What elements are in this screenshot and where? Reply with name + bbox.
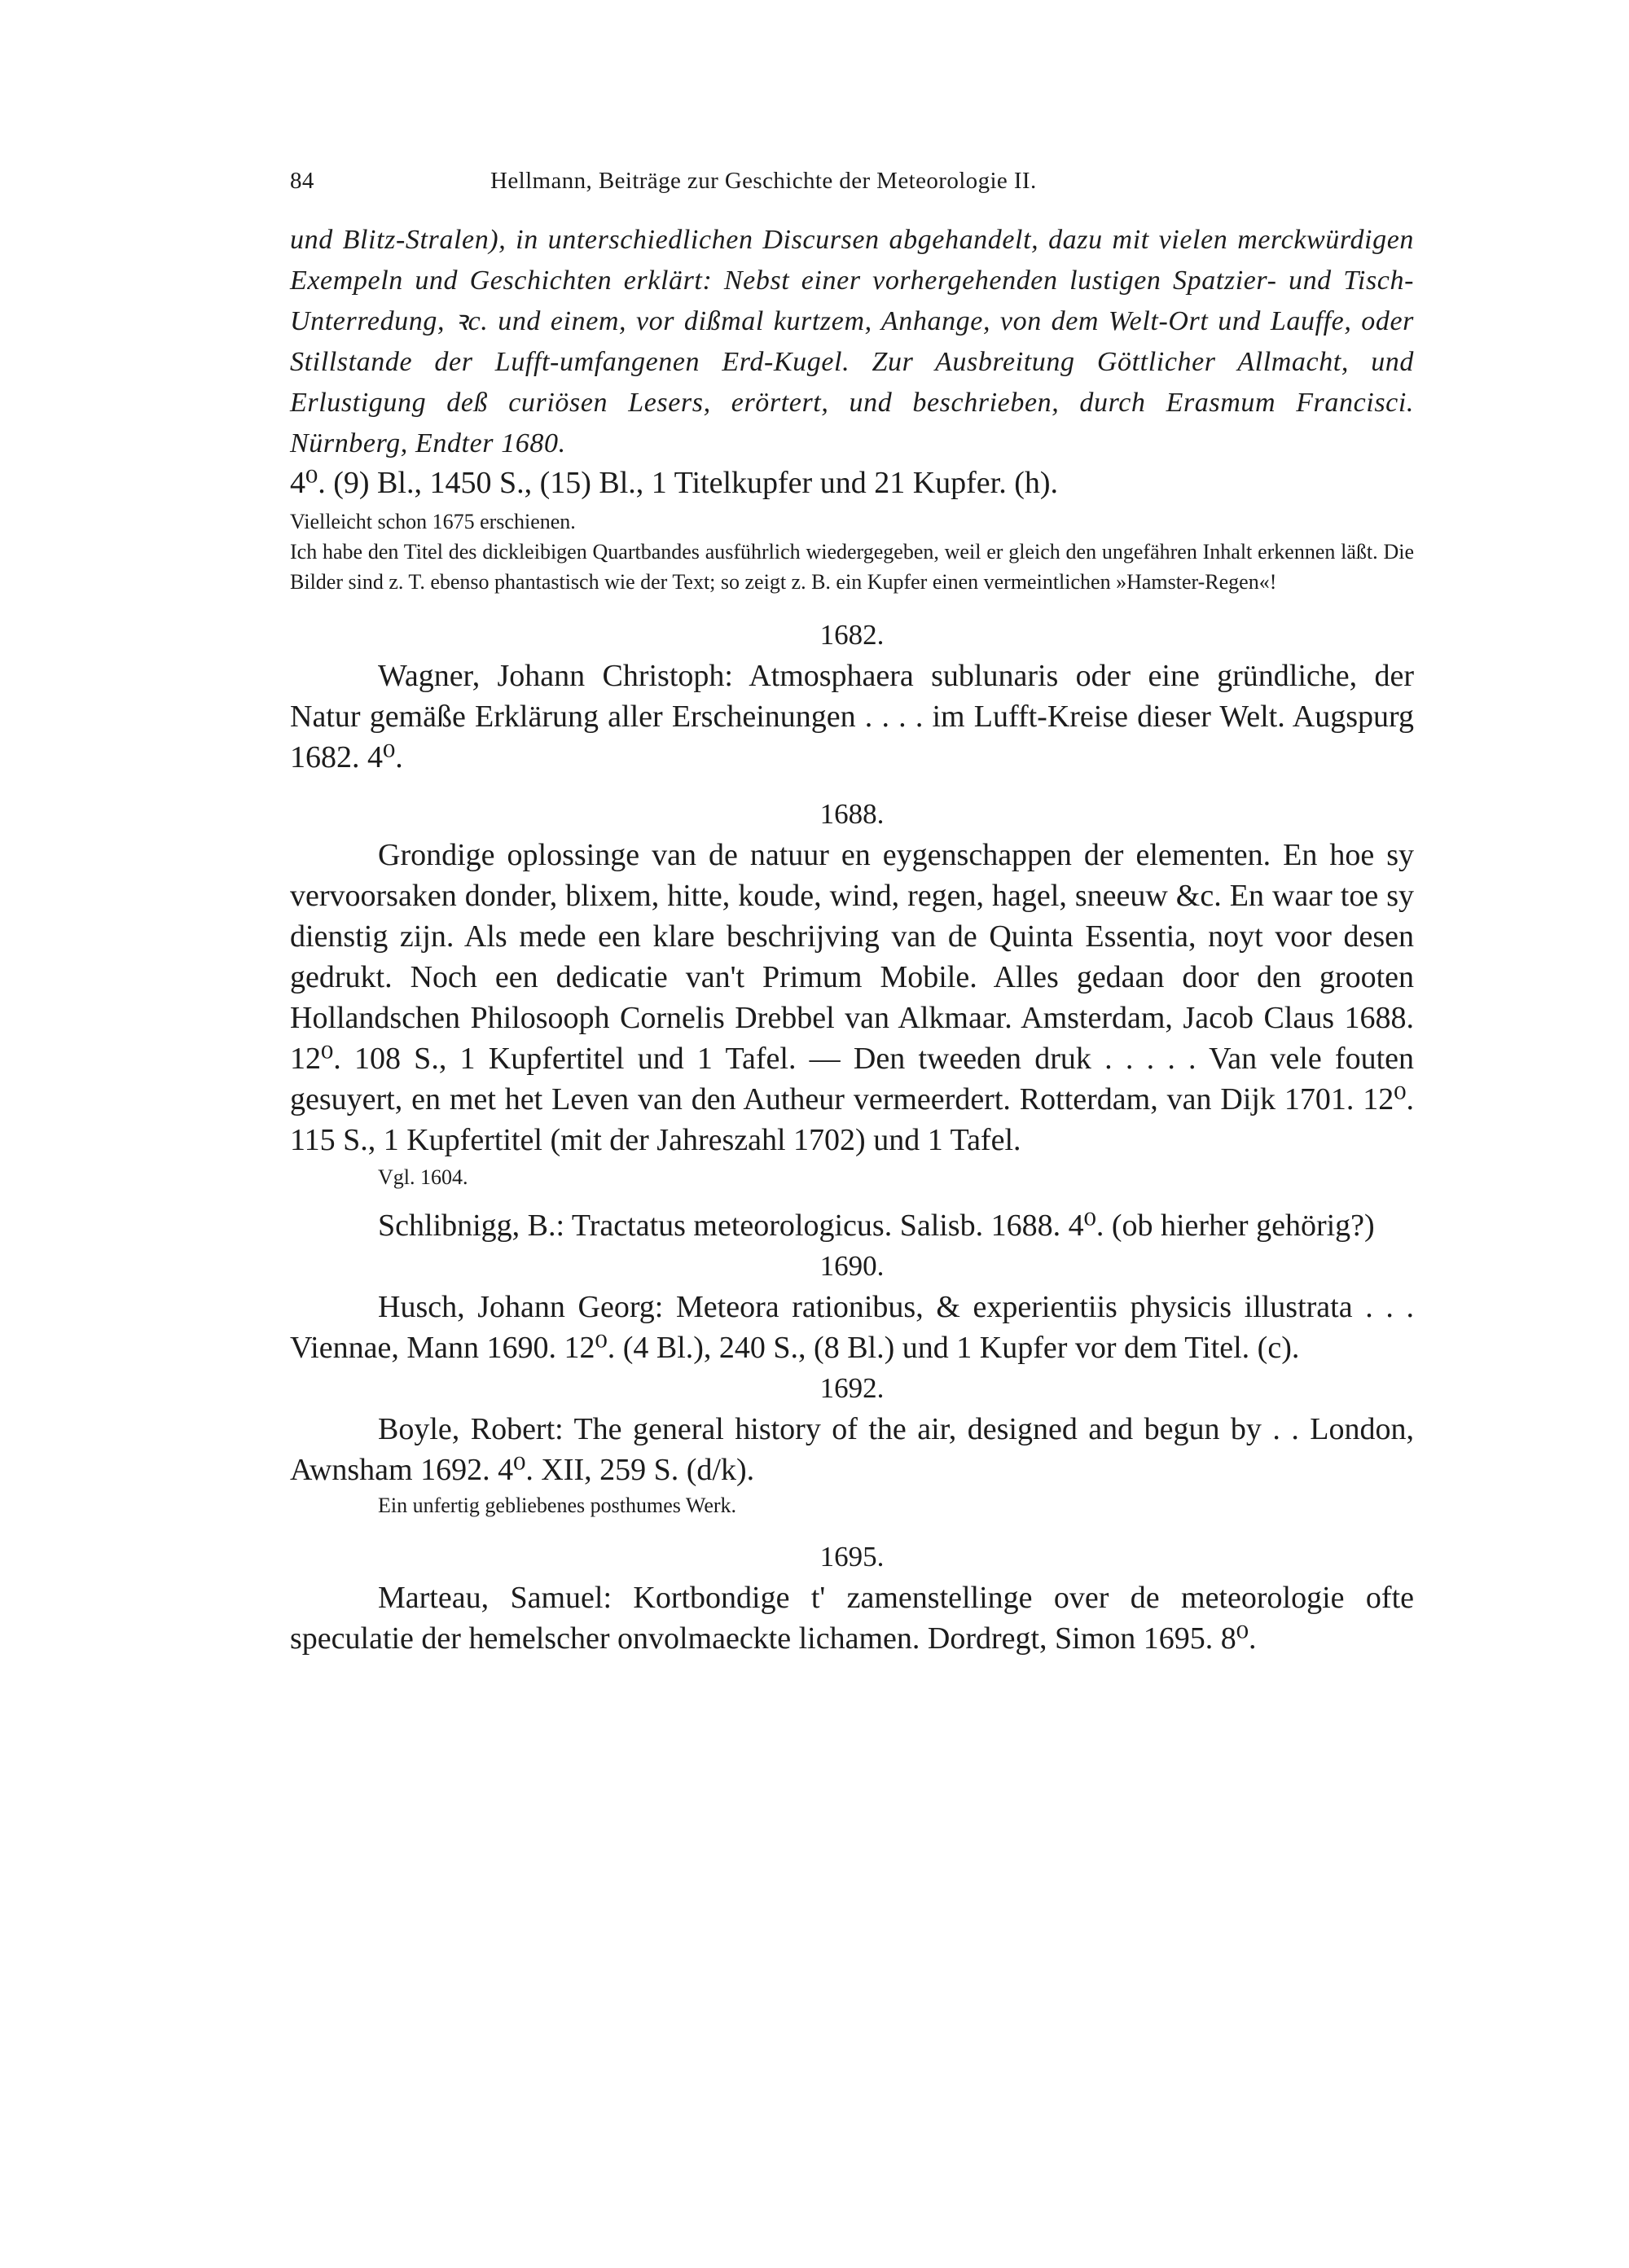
- year-heading-1692: 1692.: [819, 1372, 885, 1404]
- continuation-tail: 4⁰. (9) Bl., 1450 S., (15) Bl., 1 Titelkupfer und 21 Kupfer. (h).: [290, 466, 1059, 500]
- footnote-2: Ich habe den Titel des dickleibigen Quartbandes ausführlich wiedergegeben, weil er gleich den ungefähren Inhalt erkennen läßt. Die Bilder sind z. T. ebenso phantastisch wie der Text; so zeigt z. B. ein Kupfer einen vermeintlichen »Hamster-Regen«!: [290, 540, 1414, 594]
- entry-drebbel: Grondige oplossinge van de natuur en eygenschappen der elementen. En hoe sy vervoorsaken donder, blixem, hitte, koude, wind, regen, hagel, sneeuw &c. En waar toe sy dienstig zijn. Als mede een klare beschrijving van de Quinta Essentia, noyt voor desen gedrukt. Noch een dedicatie van't Primum Mobile. Alles gedaan door den grooten Hollandschen Philosooph Cornelis Drebbel van Alkmaar. Amsterdam, Jacob Claus 1688. 12⁰. 108 S., 1 Kupfertitel und 1 Tafel. — Den tweeden druk . . . . . Van vele fouten gesuyert, en met het Leven van den Autheur vermeerdert. Rotterdam, van Dijk 1701. 12⁰. 115 S., 1 Kupfertitel (mit der Jahreszahl 1702) und 1 Tafel.: [290, 838, 1414, 1157]
- entry-boyle: Boyle, Robert: The general history of the air, designed and begun by . . London, Awnsham 1692. 4⁰. XII, 259 S. (d/k).: [290, 1412, 1414, 1487]
- fraktur-continuation: und Blitz-Stralen), in unterschiedlichen Discursen abgehandelt, dazu mit vielen merckwürdigen Exempeln und Geschichten erklärt: Nebst einer vorhergehenden lustigen Spatzier- und Tisch-Unterredung, ꝛc. und einem, vor dißmal kurtzem, Anhange, von dem Welt-Ort und Lauffe, oder Stillstande der Lufft-umfangenen Erd-Kugel. Zur Ausbreitung Göttlicher Allmacht, und Erlustigung deß curiösen Lesers, erörtert, und beschrieben, durch Erasmum Francisci. Nürnberg, Endter 1680.: [290, 225, 1414, 458]
- running-title: Hellmann, Beiträge zur Geschichte der Meteorologie II.: [490, 168, 1037, 194]
- entry-wagner: Wagner, Johann Christoph: Atmosphaera sublunaris oder eine gründliche, der Natur gemäße Erklärung aller Erscheinungen . . . . im Lufft-Kreise dieser Welt. Augspurg 1682. 4⁰.: [290, 659, 1414, 774]
- year-heading-1682: 1682.: [819, 619, 885, 651]
- year-heading-1690: 1690.: [819, 1250, 885, 1282]
- year-heading-1695: 1695.: [819, 1541, 885, 1573]
- page-number: 84: [290, 168, 314, 194]
- entry-husch: Husch, Johann Georg: Meteora rationibus, & experientiis physicis illustrata . . . Viennae, Mann 1690. 12⁰. (4 Bl.), 240 S., (8 Bl.) und 1 Kupfer vor dem Titel. (c).: [290, 1290, 1414, 1365]
- footnote-1: Vielleicht schon 1675 erschienen.: [290, 510, 576, 533]
- entry-marteau: Marteau, Samuel: Kortbondige t' zamenstellinge over de meteorologie ofte speculatie der hemelscher onvolmaeckte lichamen. Dordregt, Simon 1695. 8⁰.: [290, 1581, 1414, 1656]
- page-body: [290, 220, 1414, 1659]
- note-boyle: Ein unfertig gebliebenes posthumes Werk.: [378, 1494, 737, 1517]
- entry-schlibnigg: Schlibnigg, B.: Tractatus meteorologicus. Salisb. 1688. 4⁰. (ob hierher gehörig?): [378, 1209, 1375, 1243]
- note-drebbel: Vgl. 1604.: [378, 1165, 468, 1189]
- year-heading-1688: 1688.: [819, 798, 885, 830]
